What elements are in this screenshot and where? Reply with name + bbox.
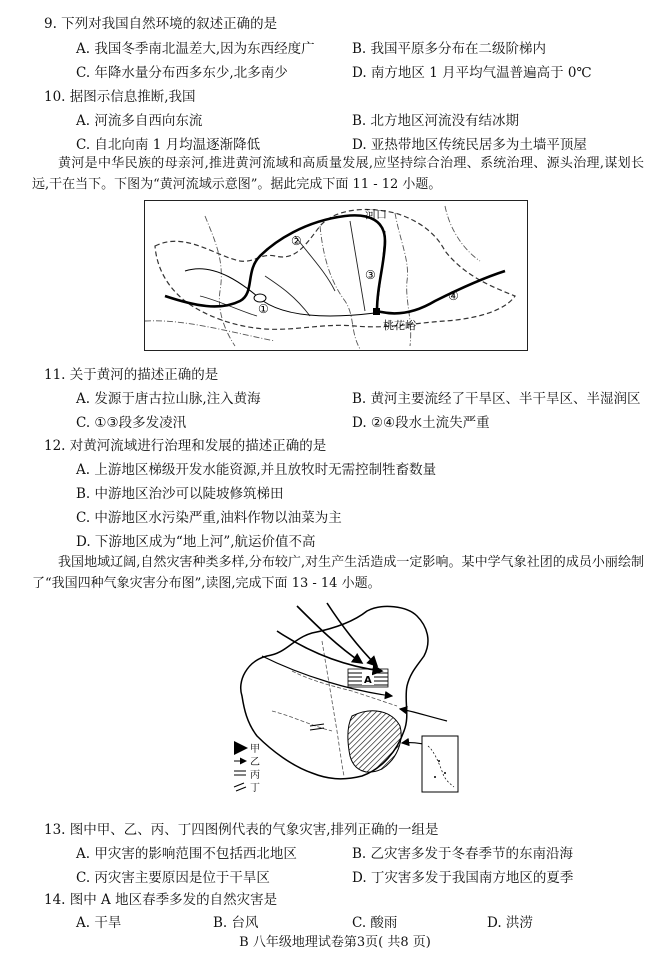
- q11-option-d: D. ②④段水土流失严重: [352, 415, 490, 431]
- legend-bing-label: 丙: [250, 770, 260, 781]
- label-segment-2: ②: [291, 234, 302, 248]
- q14-option-b: B. 台风: [213, 915, 259, 931]
- q11-option-b: B. 黄河主要流经了干旱区、半干旱区、半湿润区: [352, 391, 641, 407]
- yellow-river-map-svg: [145, 201, 526, 349]
- legend-jia-label: 甲: [250, 744, 260, 755]
- hatched-south-region: [348, 711, 401, 772]
- intro-paragraph-disasters: 我国地域辽阔,自然灾害种类多样,分布较广,对生产生活造成一定影响。某中学气象社团的成员小丽绘制了“我国四种气象灾害分布图”,读图,完成下面 13 - 14 小题。: [32, 555, 644, 591]
- q12-option-b: B. 中游地区治沙可以陡坡修筑梯田: [76, 486, 284, 502]
- q14-option-c: C. 酸雨: [352, 915, 398, 931]
- legend-yi-label: 乙: [250, 757, 260, 768]
- page-footer: B 八年级地理试卷第3页( 共8 页): [239, 935, 431, 950]
- q10-stem: 10. 据图示信息推断,我国: [44, 89, 196, 105]
- q13-option-b: B. 乙灾害多发于冬春季节的东南沿海: [352, 846, 574, 862]
- q9-option-d: D. 南方地区 1 月平均气温普遍高于 0℃: [352, 65, 592, 81]
- label-hekou: 河口: [365, 208, 387, 221]
- q13-option-a: A. 甲灾害的影响范围不包括西北地区: [76, 846, 297, 862]
- q10-option-a: A. 河流多自西向东流: [76, 113, 203, 129]
- intro-paragraph-yellow-river: 黄河是中华民族的母亲河,推进黄河流域和高质量发展,应坚持综合治理、系统治理、源头治理,谋划长远,干在当下。下图为“黄河流域示意图”。据此完成下面 11 - 12 小题。: [32, 156, 644, 192]
- q11-option-a: A. 发源于唐古拉山脉,注入黄海: [76, 391, 261, 407]
- q14-option-a: A. 干旱: [76, 915, 122, 931]
- q9-option-b: B. 我国平原多分布在二级阶梯内: [352, 41, 547, 57]
- q13-stem: 13. 图中甲、乙、丙、丁四图例代表的气象灾害,排列正确的一组是: [44, 822, 439, 838]
- q12-option-c: C. 中游地区水污染严重,油料作物以油菜为主: [76, 510, 342, 526]
- china-weather-disaster-map: [232, 601, 464, 811]
- q13-option-c: C. 丙灾害主要原因是位于干旱区: [76, 870, 270, 886]
- legend-ding-label: 丁: [250, 783, 260, 794]
- q12-option-d: D. 下游地区成为“地上河”,航运价值不高: [76, 534, 316, 550]
- q11-option-c: C. ①③段多发凌汛: [76, 415, 187, 431]
- q14-stem: 14. 图中 A 地区春季多发的自然灾害是: [44, 892, 278, 908]
- q12-stem: 12. 对黄河流域进行治理和发展的描述正确的是: [44, 438, 327, 454]
- q9-option-c: C. 年降水量分布西多东少,北多南少: [76, 65, 288, 81]
- q13-option-d: D. 丁灾害多发于我国南方地区的夏季: [352, 870, 574, 886]
- label-taohuayu: 桃花峪: [383, 319, 416, 332]
- q10-option-c: C. 自北向南 1 月均温逐渐降低: [76, 137, 261, 153]
- china-outline: [241, 606, 428, 778]
- label-segment-3: ③: [365, 268, 376, 282]
- label-segment-1: ①: [258, 302, 269, 316]
- q12-option-a: A. 上游地区梯级开发水能资源,并且放牧时无需控制牲畜数量: [76, 462, 437, 478]
- q11-stem: 11. 关于黄河的描述正确的是: [44, 367, 219, 383]
- q10-option-d: D. 亚热带地区传统民居多为土墙平顶屋: [352, 137, 587, 153]
- q14-option-d: D. 洪涝: [487, 915, 533, 931]
- label-segment-4: ④: [448, 289, 459, 303]
- q9-stem: 9. 下列对我国自然环境的叙述正确的是: [44, 16, 278, 32]
- label-region-a: A: [364, 675, 372, 686]
- yellow-river-basin-map: [144, 200, 528, 351]
- q9-option-a: A. 我国冬季南北温差大,因为东西经度广: [76, 41, 315, 57]
- q10-option-b: B. 北方地区河流没有结冰期: [352, 113, 520, 129]
- disaster-map-svg: [232, 601, 464, 811]
